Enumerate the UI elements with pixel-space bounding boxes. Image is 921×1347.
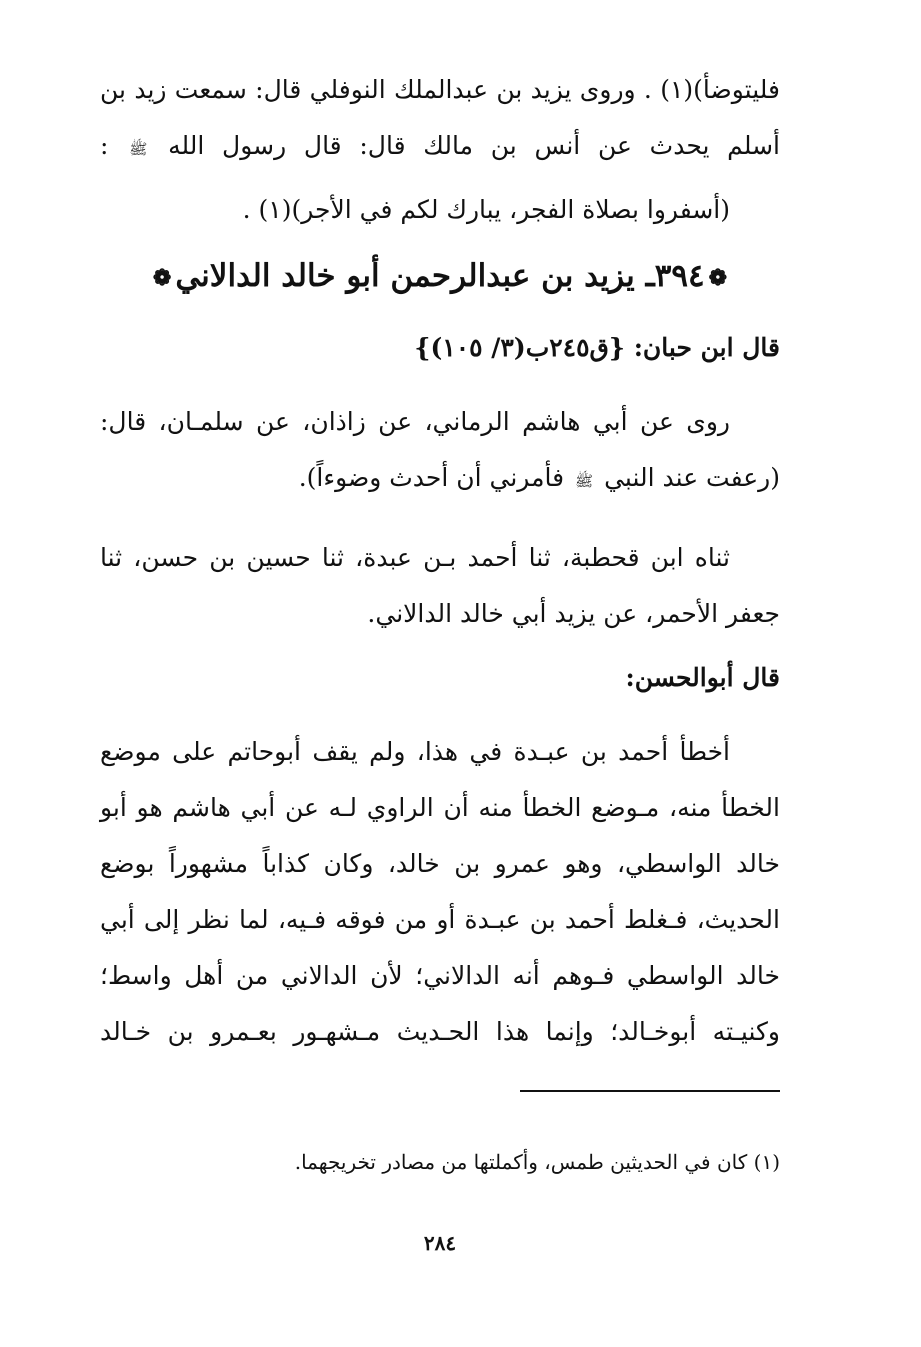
footnote: (١) كان في الحديثين طمس، وأكملتها من مصادر تخريجهما. [294, 1150, 780, 1174]
isnad-line-2: جعفر الأحمر، عن يزيد أبي خالد الدالاني. [367, 599, 780, 628]
riwaya-line-2 [100, 450, 780, 506]
page-number: ٢٨٤ [423, 1231, 457, 1255]
comment-line-6: وكنيـته أبوخـالد؛ وإنما هذا الحـديث مـشهـور بعـمرو بن خـالد [100, 1017, 780, 1046]
comment-line-2: الخطأ منه، مـوضع الخطأ منه أن الراوي لـه عن أبي هاشم هو أبو [100, 793, 780, 822]
salutation-icon: ﷺ [129, 140, 148, 158]
salutation-icon: ﷺ [575, 472, 594, 490]
text-line-2-main: أسلم يحدث عن أنس بن مالك قال: قال رسول الله [168, 131, 780, 160]
ibn-hibban-heading: قال ابن حبان: {ق٢٤٥ب(٣/ ١٠٥)} [414, 333, 780, 362]
text-line-1: فليتوضأ)(١) . وروى يزيد بن عبدالملك النوفلي قال: سمعت زيد بن [100, 75, 780, 104]
footnote-divider [520, 1090, 780, 1092]
isnad-line-1: ثناه ابن قحطبة، ثنا أحمد بـن عبدة، ثنا حسين بن حسن، ثنا [100, 543, 730, 572]
riwaya-line-2-b: فأمرني أن أحدث وضوءاً). [298, 463, 565, 492]
comment-line-4: الحديث، فـغلط أحمد بن عبـدة أو من فوقه فـيه، لما نظر إلى أبي [100, 905, 780, 934]
comment-line-5: خالد الواسطي فـوهم أنه الدالاني؛ لأن الدالاني من أهل واسط؛ [100, 961, 780, 990]
entry-title-text: ٣٩٤ـ يزيد بن عبدالرحمن أبو خالد الدالاني [175, 258, 705, 294]
comment-line-1: أخطأ أحمد بن عبـدة في هذا، ولم يقف أبوحاتم على موضع [100, 737, 730, 766]
hadith-line: (أسفروا بصلاة الفجر، يبارك لكم في الأجر)(١) . [242, 195, 730, 224]
text-line-2-end: : [100, 131, 109, 160]
comment-line-3: خالد الواسطي، وهو عمرو بن خالد، وكان كذاباً مشهوراً بوضع [100, 849, 780, 878]
ornament-left-icon: ❁ [152, 264, 172, 291]
riwaya-line-1: روى عن أبي هاشم الرماني، عن زاذان، عن سلمـان، قال: [100, 407, 730, 436]
riwaya-line-2-a: (رعفت عند النبي [604, 463, 780, 492]
page-body [100, 62, 780, 1255]
ornament-right-icon: ❁ [708, 264, 728, 291]
text-line-2 [100, 118, 780, 174]
abu-alhasan-heading: قال أبوالحسن: [625, 663, 780, 692]
entry-title [100, 240, 780, 312]
